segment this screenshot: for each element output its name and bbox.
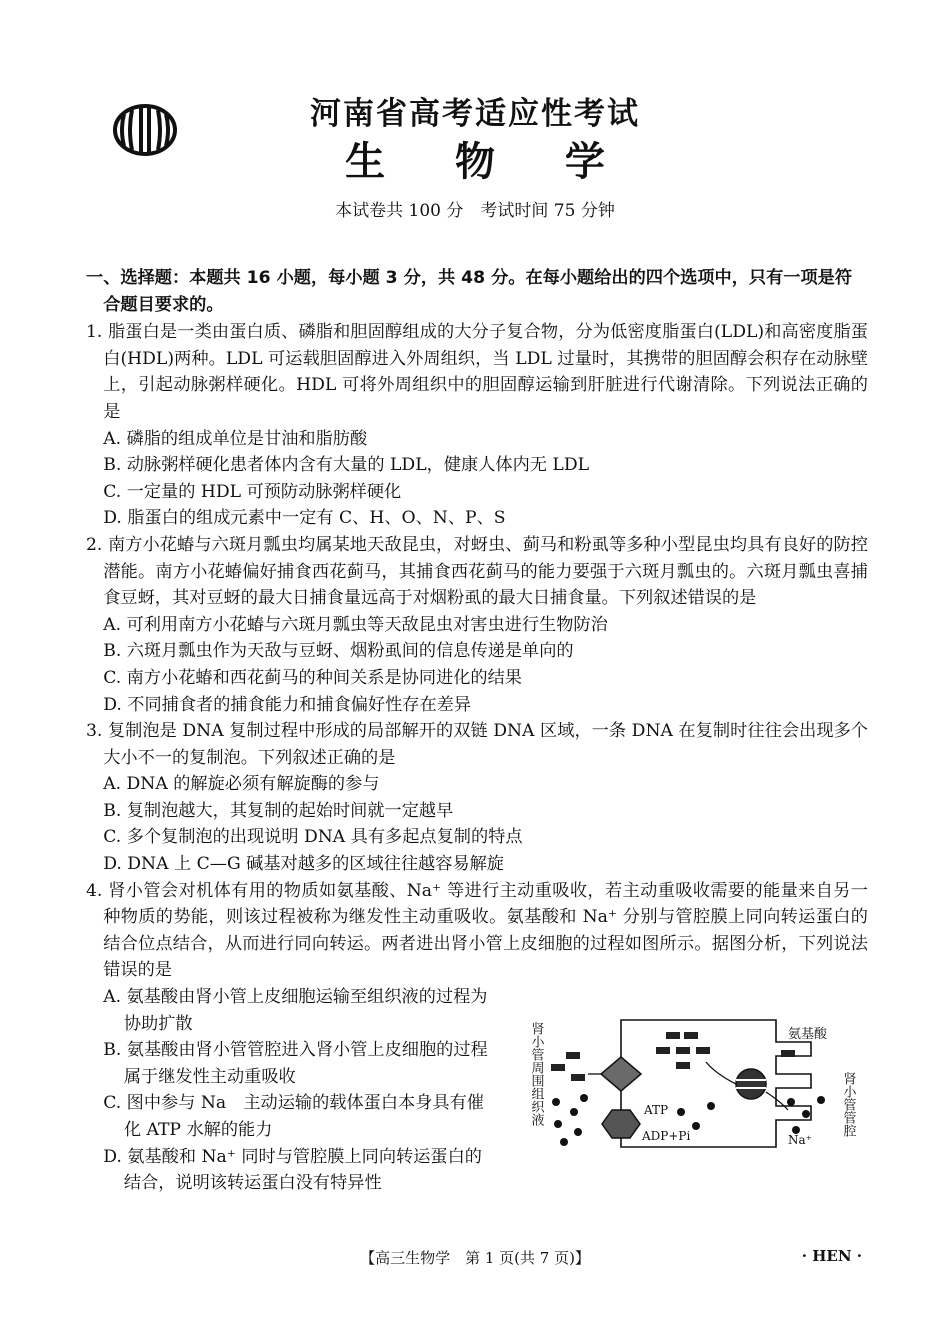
section-heading: 一、选择题：本题共 16 小题，每小题 3 分，共 48 分。在每小题给出的四个选项中，只有一项是符合题目要求的。 bbox=[86, 268, 853, 315]
exam-title: 河南省高考适应性考试 bbox=[310, 96, 640, 132]
exam-info: 本试卷共 100 分 考试时间 75 分钟 bbox=[335, 201, 615, 221]
amino-acid-carrier bbox=[601, 1057, 641, 1091]
option-c: C. 一定量的 HDL 可预防动脉粥样硬化 bbox=[103, 481, 402, 502]
option-c: C. 南方小花蝽和西花蓟马的种间关系是协同进化的结果 bbox=[103, 667, 522, 688]
question-4 bbox=[86, 878, 868, 1197]
cell-membrane bbox=[621, 1020, 811, 1147]
question-4-body bbox=[86, 984, 868, 1197]
option-b: B. 复制泡越大，其复制的起始时间就一定越早 bbox=[103, 800, 454, 821]
option-a: A. 磷脂的组成单位是甘油和脂肪酸 bbox=[103, 428, 368, 449]
cotransporter bbox=[736, 1069, 766, 1099]
option-b: B. 氨基酸由肾小管管腔进入肾小管上皮细胞的过程属于继发性主动重吸收 bbox=[103, 1040, 488, 1087]
question-2 bbox=[86, 532, 868, 718]
atp-label: ATP bbox=[644, 1103, 669, 1118]
amino-acid-label: 氨基酸 bbox=[788, 1027, 828, 1043]
question-stem: 2. 南方小花蝽与六斑月瓢虫均属某地天敌昆虫，对蚜虫、蓟马和粉虱等多种小型昆虫均具有良好的防控潜能。南方小花蝽偏好捕食西花蓟马，其捕食西花蓟马的能力要强于六斑月瓢虫的。六斑月瓢虫喜捕食豆蚜，其对豆蚜的最大日捕食量远高于对烟粉虱的最大日捕食量。下列叙述错误的是 bbox=[86, 534, 868, 609]
option-b: B. 六斑月瓢虫作为天敌与豆蚜、烟粉虱间的信息传递是单向的 bbox=[103, 641, 574, 662]
option-a: A. DNA 的解旋必须有解旋酶的参与 bbox=[103, 774, 380, 795]
option-a: A. 可利用南方小花蝽与六斑月瓢虫等天敌昆虫对害虫进行生物防治 bbox=[103, 614, 608, 635]
subject-title: 生 物 学 bbox=[345, 139, 633, 185]
na-label: Na⁺ bbox=[788, 1133, 812, 1148]
option-c: C. 多个复制泡的出现说明 DNA 具有多起点复制的特点 bbox=[103, 827, 523, 848]
question-stem: 1. 脂蛋白是一类由蛋白质、磷脂和胆固醇组成的大分子复合物，分为低密度脂蛋白(LDL)和高密度脂蛋白(HDL)两种。LDL 可运载胆固醇进入外周组织，当 LDL 过量时，其携带的胆固醇会积存在动脉壁上，引起动脉粥样硬化。HDL 可将外周组织中的胆固醇运输到肝脏进行代谢清除。下列说法正确的是 bbox=[86, 322, 868, 422]
paper-code: · HEN · bbox=[801, 1247, 862, 1265]
option-d: D. 不同捕食者的捕食能力和捕食偏好性存在差异 bbox=[103, 694, 472, 715]
option-b: B. 动脉粥样硬化患者体内含有大量的 LDL，健康人体内无 LDL bbox=[103, 455, 590, 476]
option-d: D. DNA 上 C—G 碱基对越多的区域往往越容易解旋 bbox=[103, 854, 504, 875]
left-label: 肾小管周围组织液 bbox=[528, 1022, 544, 1127]
option-c: C. 图中参与 Na 主动运输的载体蛋白本身具有催化 ATP 水解的能力 bbox=[103, 1093, 484, 1140]
question-3 bbox=[86, 718, 868, 878]
exam-content bbox=[86, 265, 868, 1197]
option-a: A. 氨基酸由肾小管上皮细胞运输至组织液的过程为协助扩散 bbox=[103, 987, 488, 1034]
adp-label: ADP+Pi bbox=[642, 1129, 691, 1144]
question-4-options bbox=[86, 984, 496, 1197]
na-k-pump bbox=[602, 1110, 640, 1138]
question-stem: 3. 复制泡是 DNA 复制过程中形成的局部解开的双链 DNA 区域，一条 DNA 在复制时往往会出现多个大小不一的复制泡。下列叙述正确的是 bbox=[86, 721, 868, 768]
question-1 bbox=[86, 319, 868, 532]
option-d: D. 脂蛋白的组成元素中一定有 C、H、O、N、P、S bbox=[103, 508, 506, 529]
option-d: D. 氨基酸和 Na⁺ 同时与管腔膜上同向转运蛋白的结合，说明该转运蛋白没有特异性 bbox=[103, 1146, 482, 1194]
page-footer: 【高三生物学 第 1 页(共 7 页)】 bbox=[360, 1249, 590, 1267]
right-label: 肾小管管腔 bbox=[840, 1072, 856, 1138]
question-stem: 4. 肾小管会对机体有用的物质如氨基酸、Na⁺ 等进行主动重吸收，若主动重吸收需要的能量来自另一种物质的势能，则该过程被称为继发性主动重吸收。氨基酸和 Na⁺ 分别与管腔膜上同向转运蛋白的结合位点结合，从而进行同向转运。两者进出肾小管上皮细胞的过程如图所示。据图分析，下列说法错误的是 bbox=[86, 880, 868, 981]
kidney-tubule-diagram bbox=[526, 1002, 866, 1152]
